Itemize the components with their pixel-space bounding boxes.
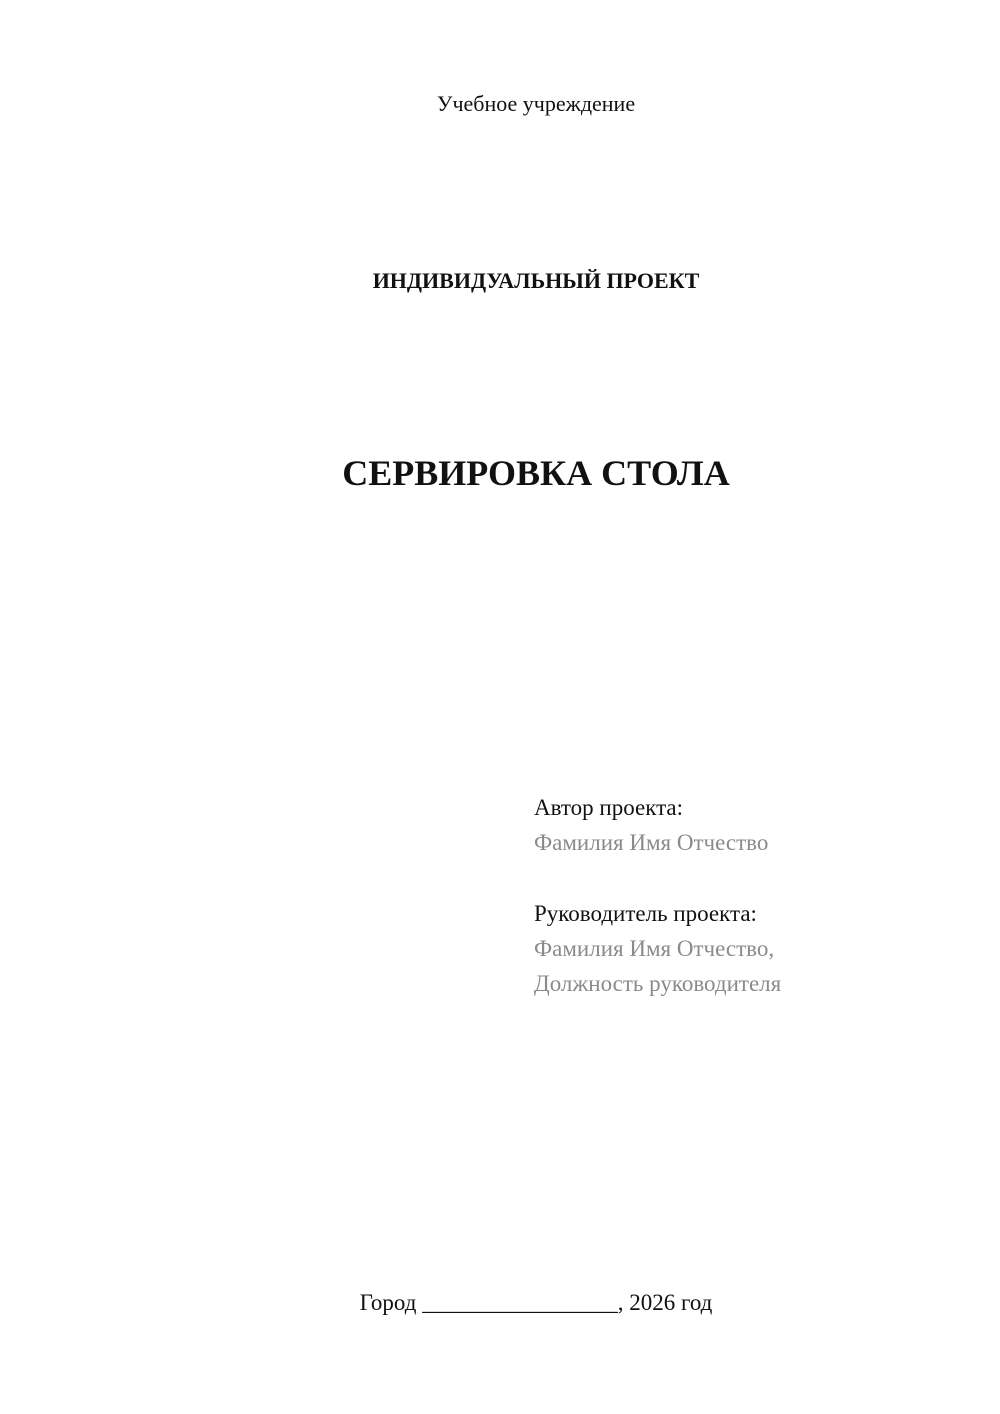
project-type-heading: ИНДИВИДУАЛЬНЫЙ ПРОЕКТ — [372, 268, 700, 293]
author-name: Фамилия Имя Отчество — [534, 830, 769, 855]
city-blank: _________________ — [422, 1290, 618, 1315]
city-label: Город — [359, 1290, 417, 1315]
city-year-line — [0, 1290, 1000, 1316]
project-info-block — [534, 790, 974, 1001]
year-text: , 2026 год — [617, 1290, 713, 1315]
project-title: СЕРВИРОВКА СТОЛА — [342, 453, 730, 493]
supervisor-name: Фамилия Имя Отчество, — [534, 936, 775, 961]
author-label: Автор проекта: — [534, 795, 683, 820]
supervisor-label: Руководитель проекта: — [534, 901, 757, 926]
supervisor-position: Должность руководителя — [534, 971, 782, 996]
spacer — [534, 860, 974, 896]
institution-name: Учебное учреждение — [436, 91, 636, 116]
